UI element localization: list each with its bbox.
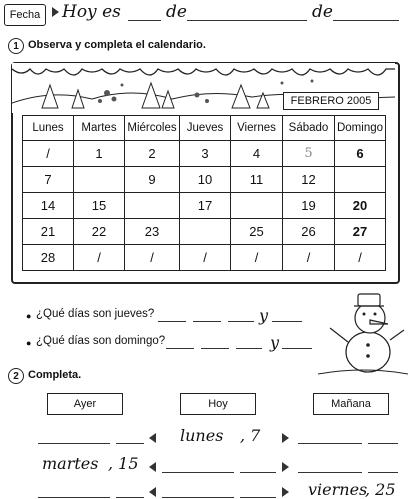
de-label-2: de <box>312 2 333 22</box>
calendar-cell: 4 <box>231 141 283 167</box>
answer-blank[interactable] <box>272 320 302 322</box>
calendar-cell: 15 <box>74 193 125 219</box>
calendar-cell: 7 <box>23 167 74 193</box>
y-connector: y <box>270 333 280 352</box>
calendar-cell: / <box>180 245 231 271</box>
day-header: Sábado <box>283 116 335 141</box>
de-label-1: de <box>166 2 187 22</box>
question-domingo: ¿Qué días son domingo? <box>36 335 166 347</box>
manana-answer-blank[interactable] <box>298 442 362 444</box>
answer-blank[interactable] <box>228 320 254 322</box>
calendar-cell: 23 <box>125 219 180 245</box>
calendar-week-row <box>23 141 386 167</box>
ayer-number-blank[interactable] <box>116 496 144 498</box>
answer-blank[interactable] <box>166 347 194 349</box>
answer-blank[interactable] <box>158 320 186 322</box>
year-blank[interactable] <box>333 19 399 21</box>
calendar-week-row <box>23 245 386 271</box>
calendar-cell: 9 <box>125 167 180 193</box>
ayer-number-blank[interactable] <box>116 442 144 444</box>
manana-number: , 25 <box>365 480 396 499</box>
calendar-cell: / <box>231 245 283 271</box>
ayer-answer-blank[interactable] <box>38 442 110 444</box>
calendar-cell-blank[interactable] <box>74 167 125 193</box>
right-arrow-icon <box>282 487 289 497</box>
calendar-cell: 17 <box>180 193 231 219</box>
day-header: Viernes <box>231 116 283 141</box>
calendar-cell: 27 <box>335 219 386 245</box>
calendar-cell-blank[interactable] <box>335 167 386 193</box>
day-blank[interactable] <box>128 19 161 21</box>
calendar-table <box>22 115 386 271</box>
section-1-number: 1 <box>8 38 24 54</box>
section-2-title: Completa. <box>28 369 82 381</box>
left-arrow-icon <box>149 462 156 472</box>
snowman-illustration <box>318 290 408 378</box>
calendar-cell: 1 <box>74 141 125 167</box>
day-header: Miércoles <box>125 116 180 141</box>
calendar-cell: 12 <box>283 167 335 193</box>
manana-box: Mañana <box>313 393 389 415</box>
hoy-answer-blank[interactable] <box>162 471 234 473</box>
calendar-cell: 6 <box>335 141 386 167</box>
answer-blank[interactable] <box>201 347 229 349</box>
manana-number-blank[interactable] <box>368 471 398 473</box>
day-header: Martes <box>74 116 125 141</box>
bullet-icon: ● <box>26 311 32 321</box>
fecha-label: Fecha <box>4 4 46 26</box>
hoy-box: Hoy <box>180 393 256 415</box>
calendar-cell: / <box>125 245 180 271</box>
ayer-number: , 15 <box>108 454 139 473</box>
play-arrow-icon <box>52 7 59 17</box>
left-arrow-icon <box>149 433 156 443</box>
hoy-day: lunes <box>180 426 224 445</box>
day-header: Domingo <box>335 116 386 141</box>
answer-blank[interactable] <box>236 347 262 349</box>
calendar-cell: 25 <box>231 219 283 245</box>
manana-day: viernes <box>308 480 368 499</box>
section-2-number: 2 <box>8 368 24 384</box>
y-connector: y <box>259 306 269 325</box>
calendar-cell: 19 <box>283 193 335 219</box>
calendar-cell: / <box>23 141 74 167</box>
answer-blank[interactable] <box>193 320 221 322</box>
hoy-es-label: Hoy es <box>62 2 121 22</box>
right-arrow-icon <box>282 433 289 443</box>
calendar-week-row <box>23 167 386 193</box>
hoy-number-blank[interactable] <box>240 496 276 498</box>
ayer-box: Ayer <box>47 393 123 415</box>
section-1-title: Observa y completa el calendario. <box>28 39 206 51</box>
month-blank[interactable] <box>187 19 307 21</box>
calendar-week-row <box>23 193 386 219</box>
question-jueves: ¿Qué días son jueves? <box>36 308 155 320</box>
month-label: FEBRERO 2005 <box>283 92 379 110</box>
calendar-cell-blank[interactable] <box>125 193 180 219</box>
ayer-day: martes <box>42 454 99 473</box>
calendar-cell-blank[interactable] <box>231 193 283 219</box>
calendar-cell: / <box>335 245 386 271</box>
calendar-cell: 21 <box>23 219 74 245</box>
calendar-cell: 14 <box>23 193 74 219</box>
calendar-cell: 2 <box>125 141 180 167</box>
calendar-cell: 11 <box>231 167 283 193</box>
calendar-cell: / <box>283 245 335 271</box>
calendar-cell: 5 <box>283 141 335 167</box>
calendar-cell: / <box>74 245 125 271</box>
bullet-icon: ● <box>26 338 32 348</box>
calendar-cell: 20 <box>335 193 386 219</box>
hoy-number: , 7 <box>240 426 261 445</box>
hoy-number-blank[interactable] <box>240 471 276 473</box>
calendar-cell: 10 <box>180 167 231 193</box>
left-arrow-icon <box>149 487 156 497</box>
calendar-cell-blank[interactable] <box>180 219 231 245</box>
calendar-week-row <box>23 219 386 245</box>
calendar-cell: 22 <box>74 219 125 245</box>
calendar-header-row <box>23 116 386 141</box>
answer-blank[interactable] <box>282 347 312 349</box>
manana-number-blank[interactable] <box>368 442 398 444</box>
day-header: Jueves <box>180 116 231 141</box>
calendar-cell: 26 <box>283 219 335 245</box>
hoy-answer-blank[interactable] <box>162 496 234 498</box>
manana-answer-blank[interactable] <box>298 471 362 473</box>
right-arrow-icon <box>282 462 289 472</box>
calendar-cell: 28 <box>23 245 74 271</box>
day-header: Lunes <box>23 116 74 141</box>
ayer-answer-blank[interactable] <box>38 496 110 498</box>
calendar-cell: 3 <box>180 141 231 167</box>
